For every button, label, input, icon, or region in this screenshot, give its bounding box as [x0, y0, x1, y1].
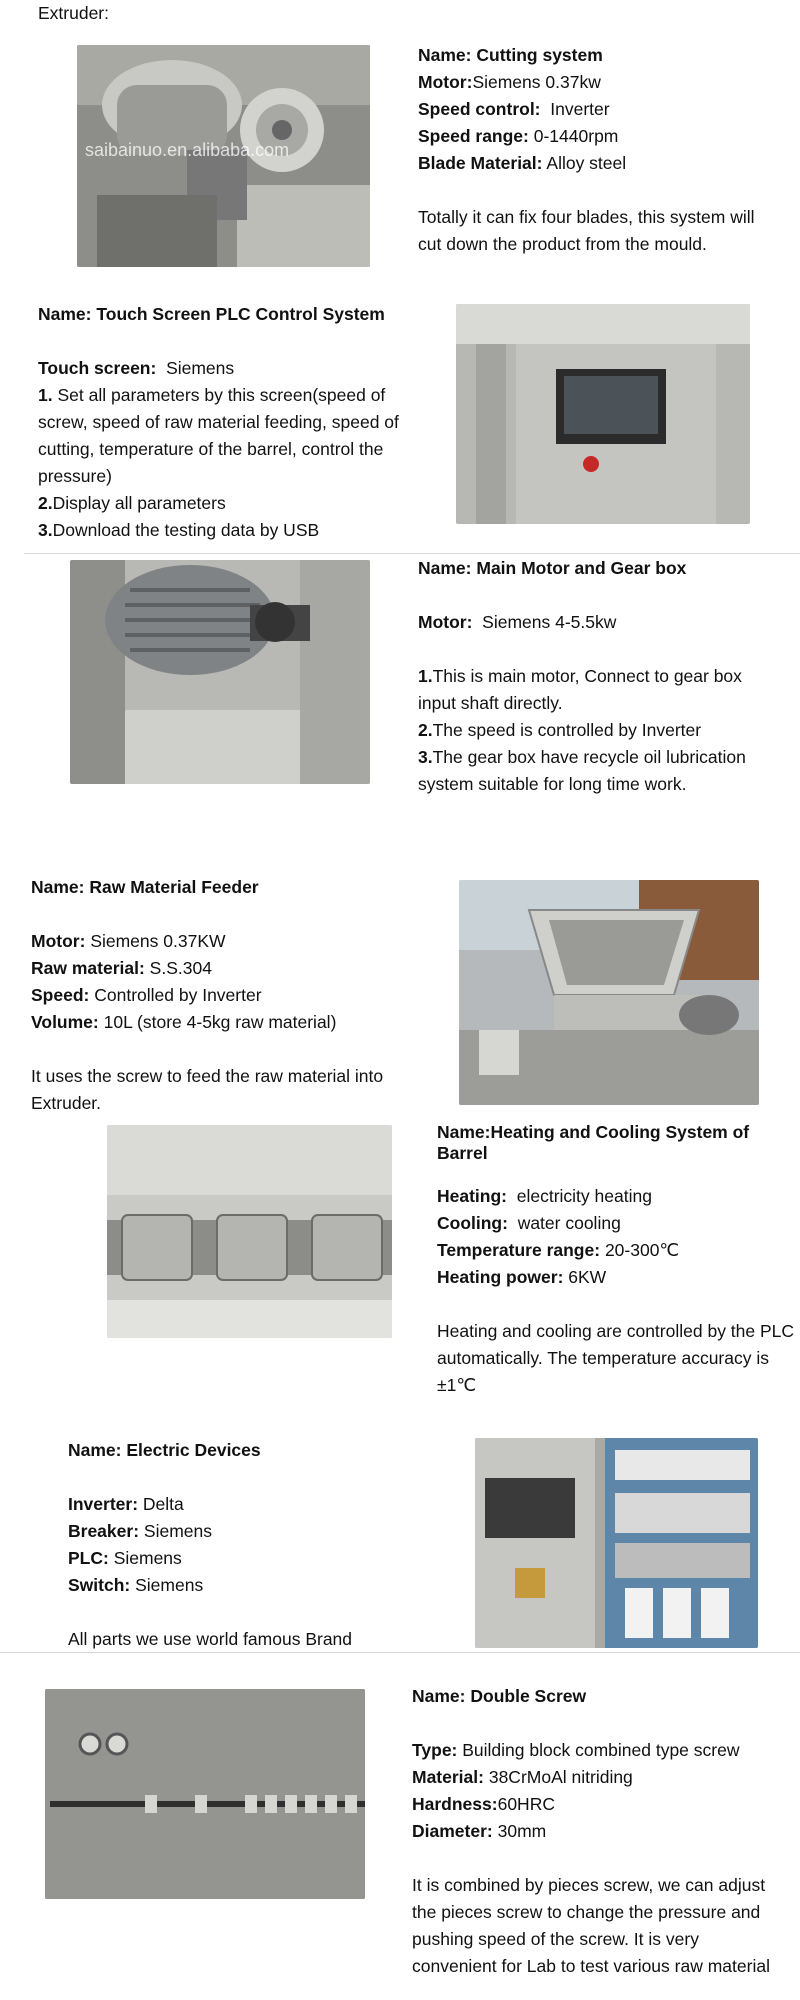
page-header: Extruder: — [38, 3, 109, 23]
heating-specs: Heating: electricity heating Cooling: water cooling Temperature range: 20-300℃ Heating power: 6KW Heating and cooling are controlled by the PLC automatically. The temperature accuracy is ±1℃ — [437, 1186, 795, 1395]
cutting-system-photo — [77, 45, 370, 267]
main-motor-specs: Name: Main Motor and Gear box Motor: Siemens 4-5.5kw 1.This is main motor, Connect to gear box input shaft directly. 2.The speed is controlled by Inverter 3.The gear box have recycle oil lubrication system suitable for long time work. — [418, 558, 746, 794]
electric-devices-specs: Name: Electric Devices Inverter: Delta Breaker: Siemens PLC: Siemens Switch: Siemens All parts we use world famous Brand — [68, 1440, 353, 1649]
main-motor-photo — [70, 560, 370, 784]
heating-title: Name:Heating and Cooling System of Barrel — [437, 1122, 750, 1163]
cutting-system-specs: Name: Cutting system Motor:Siemens 0.37kw Speed control: Inverter Speed range: 0-1440rpm Blade Material: Alloy steel Totally it can fix four blades, this system will cut down the product from the mould. — [418, 45, 755, 254]
barrel-heating-photo — [107, 1125, 392, 1338]
section-divider — [0, 1652, 800, 1653]
feeder-specs: Name: Raw Material Feeder Motor: Siemens 0.37KW Raw material: S.S.304 Speed: Controlled by Inverter Volume: 10L (store 4-5kg raw material) It uses the screw to feed the raw material into Extruder. — [31, 877, 384, 1113]
section-divider — [24, 553, 800, 554]
watermark-text: saibainuo.en.alibaba.com — [85, 140, 290, 160]
plc-system-specs: Name: Touch Screen PLC Control System Touch screen: Siemens 1. Set all parameters by this screen(speed of screw, speed of raw material feeding, speed of cutting, temperature of the barrel, control the pressure) 2.Display all parameters 3.Download the testing data by USB — [38, 304, 399, 540]
touch-screen-photo — [456, 304, 750, 524]
double-screw-specs: Name: Double Screw Type: Building block combined type screw Material: 38CrMoAl nitriding Hardness:60HRC Diameter: 30mm It is combined by pieces screw, we can adjust the pieces screw to change the pressure and pushing speed of the screw. It is very convenient for Lab to test various raw material — [412, 1686, 770, 1976]
electric-cabinet-photo — [475, 1438, 758, 1648]
feeder-photo — [459, 880, 759, 1105]
double-screw-photo — [45, 1689, 365, 1899]
